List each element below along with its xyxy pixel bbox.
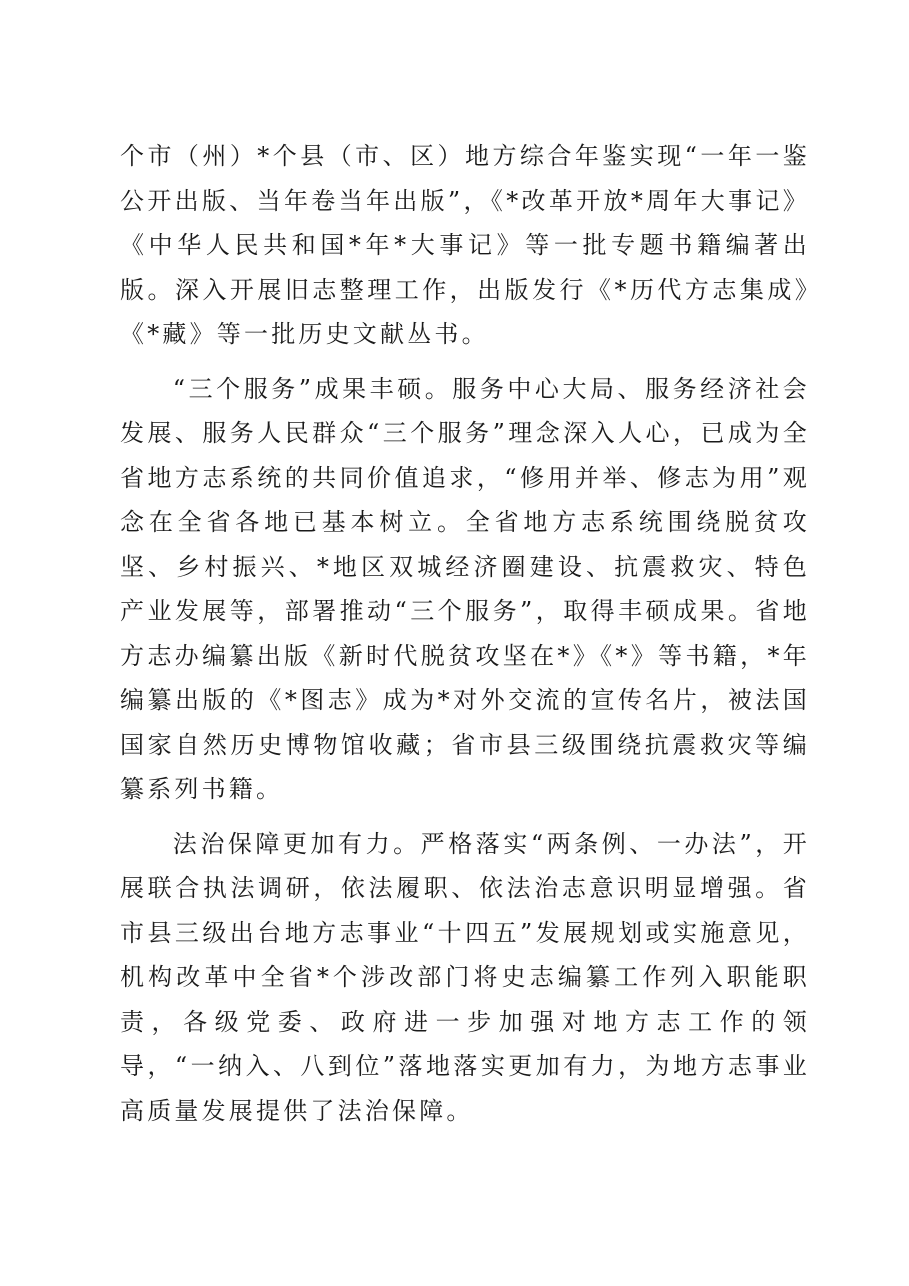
document-body <box>120 134 810 1133</box>
paragraph-rule-of-law: 法治保障更加有力。严格落实“两条例、一办法”，开展联合执法调研，依法履职、依法治志意识明显增强。省市县三级出台地方志事业“十四五”发展规划或实施意见，机构改革中全省*个涉改部门将史志编纂工作列入职能职责，各级党委、政府进一步加强对地方志工作的领导，“一纳入、八到位”落地落实更加有力，为地方志事业高质量发展提供了法治保障。 <box>120 829 810 1125</box>
paragraph-continuation: 个市（州）*个县（市、区）地方综合年鉴实现“一年一鉴公开出版、当年卷当年出版”，《*改革开放*周年大事记》《中华人民共和国*年*大事记》等一批专题书籍编著出版。深入开展旧志整理工作，出版发行《*历代方志集成》《*藏》等一批历史文献丛书。 <box>120 142 810 348</box>
paragraph-three-services: “三个服务”成果丰硕。服务中心大局、服务经济社会发展、服务人民群众“三个服务”理念深入人心，已成为全省地方志系统的共同价值追求，“修用并举、修志为用”观念在全省各地已基本树立。全省地方志系统围绕脱贫攻坚、乡村振兴、*地区双城经济圈建设、抗震救灾、特色产业发展等，部署推动“三个服务”，取得丰硕成果。省地方志办编纂出版《新时代脱贫攻坚在*》《*》等书籍，*年编纂出版的《*图志》成为*对外交流的宣传名片，被法国国家自然历史博物馆收藏；省市县三级围绕抗震救灾等编纂系列书籍。 <box>120 374 810 803</box>
